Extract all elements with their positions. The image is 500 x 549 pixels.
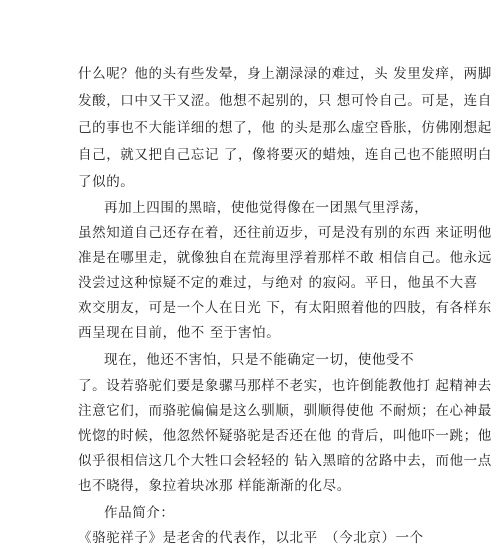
- paragraph-start-line: 再加上四围的黑暗，使他觉得像在一团黑气里浮荡，: [104, 200, 429, 216]
- text-line: 了。设若骆驼们要是象骡马那样不老实，也许倒能教他打 起精神去: [78, 378, 492, 394]
- text-line: 没尝过这种惊疑不定的难过，与绝对 的寂闷。平日，他虽不大喜: [78, 275, 478, 291]
- text-line: 准是在哪里走，就像独自在荒海里浮着那样不敢 相信自己。他永远: [78, 250, 492, 266]
- section-heading: 作品简介：: [104, 505, 175, 521]
- text-line: 了似的。: [78, 174, 135, 190]
- text-line: 注意它们，而骆驼偏偏是这么驯顺，驯顺得使他 不耐烦；在心神最: [78, 403, 492, 419]
- text-line: 什么呢？他的头有些发晕，身上潮渌渌的难过，头 发里发痒，两脚: [78, 66, 492, 82]
- paragraph-start-line: 现在，他还不害怕，只是不能确定一切，使他受不: [104, 352, 415, 368]
- text-line: 欢交朋友，可是一个人在日光 下，有太阳照着他的四肢，有各样东: [78, 300, 492, 316]
- text-line: 也不晓得，象拉着块冰那 样能渐渐的化尽。: [78, 478, 351, 494]
- text-line: 虽然知道自己还存在着，还往前迈步，可是没有别的东西 来证明他: [78, 225, 492, 241]
- text-line: 己的事也不大能详细的想了，他 的头是那么虚空昏胀，仿佛刚想起: [78, 120, 492, 136]
- text-line: 自己，就又把自己忘记 了，像将要灭的蜡烛，连自己也不能照明白: [78, 147, 492, 163]
- text-line: 似乎很相信这几个大牲口会轻轻的 钻入黑暗的岔路中去，而他一点: [78, 453, 492, 469]
- text-line: 恍惚的时候，他忽然怀疑骆驼是否还在他 的背后，叫他吓一跳；他: [78, 428, 492, 444]
- text-line: 发酸，口中又干又涩。他想不起别的，只 想可怜自己。可是，连自: [78, 93, 492, 109]
- text-line: 《骆驼祥子》是老舍的代表作，以北平 （今北京）一个: [78, 530, 424, 546]
- text-line: 西呈现在目前，他不 至于害怕。: [78, 325, 281, 341]
